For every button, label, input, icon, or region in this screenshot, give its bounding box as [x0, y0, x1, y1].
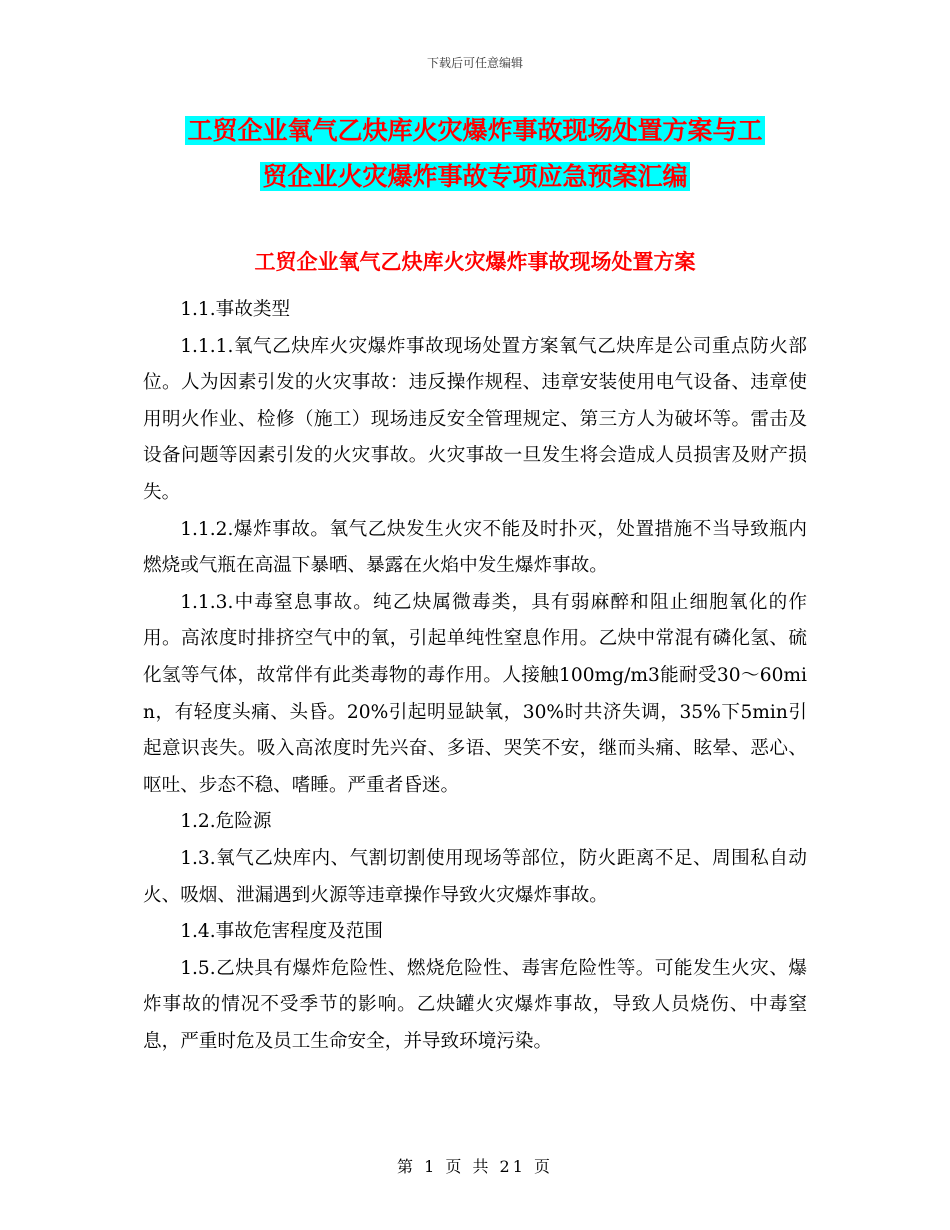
title-line-2: 贸企业火灾爆炸事故专项应急预案汇编 [262, 162, 688, 191]
paragraph: 1.2.危险源 [180, 811, 272, 833]
paragraph: 1.1.1.氧气乙炔库火灾爆炸事故现场处置方案氧气乙炔库是公司重点防火部位。人为因素引发的火灾事故：违反操作规程、违章安装使用电气设备、违章使用明火作业、检修（施工）现场违反安全管理规定、第三方人为破坏等。雷击及设备问题等因素引发的火灾事故。火灾事故一旦发生将会造成人员损害及财产损失。 [143, 335, 807, 503]
paragraph: 1.4.事故危害程度及范围 [180, 921, 384, 943]
document-body [143, 292, 807, 1060]
section-title: 工贸企业氧气乙炔库火灾爆炸事故现场处置方案 [254, 250, 696, 274]
header-note: 下载后可任意编辑 [426, 56, 523, 70]
paragraph: 1.1.2.爆炸事故。氧气乙炔发生火灾不能及时扑灭，处置措施不当导致瓶内燃烧或气瓶在高温下暴晒、暴露在火焰中发生爆炸事故。 [143, 518, 807, 577]
document-title [0, 108, 950, 200]
title-line-1: 工贸企业氧气乙炔库火灾爆炸事故现场处置方案与工 [187, 116, 763, 145]
paragraph: 1.3.氧气乙炔库内、气割切割使用现场等部位，防火距离不足、周围私自动火、吸烟、泄漏遇到火源等违章操作导致火灾爆炸事故。 [143, 847, 807, 906]
page-footer: 第 1 页 共 21 页 [397, 1157, 553, 1176]
paragraph: 1.1.3.中毒窒息事故。纯乙炔属微毒类，具有弱麻醉和阻止细胞氧化的作用。高浓度时排挤空气中的氧，引起单纯性窒息作用。乙炔中常混有磷化氢、硫化氢等气体，故常伴有此类毒物的毒作用。人接触100mg/m3能耐受30～60min，有轻度头痛、头昏。20%引起明显缺氧，30%时共济失调，35%下5min引起意识丧失。吸入高浓度时先兴奋、多语、哭笑不安，继而头痛、眩晕、恶心、呕吐、步态不稳、嗜睡。严重者昏迷。 [143, 591, 807, 796]
paragraph: 1.1.事故类型 [180, 299, 291, 320]
paragraph: 1.5.乙炔具有爆炸危险性、燃烧危险性、毒害危险性等。可能发生火灾、爆炸事故的情况不受季节的影响。乙炔罐火灾爆炸事故，导致人员烧伤、中毒窒息，严重时危及员工生命安全，并导致环境污染。 [143, 957, 807, 1052]
